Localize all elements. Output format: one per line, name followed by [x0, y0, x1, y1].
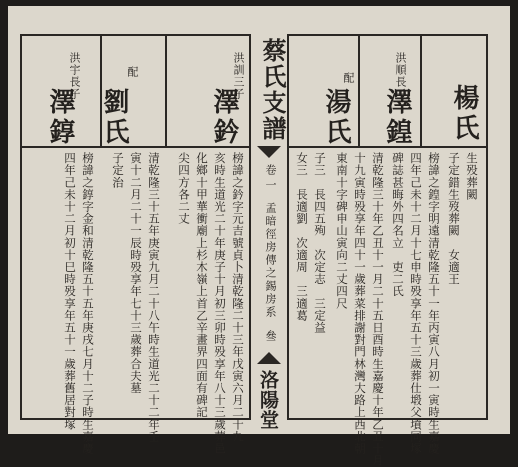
page-number: 叄 [264, 330, 277, 342]
col-r6: 清乾隆三十年乙丑十一月二十五日酉時生嘉慶十年乙丑十月 [371, 152, 385, 467]
rank-liu: 配 [126, 66, 139, 78]
name-zehuang: 澤鍠 [382, 88, 412, 148]
col-r10: 女三 長適劉 次適周 三適葛 [295, 152, 309, 322]
col-r2: 子定錯生歿葬闕 女適王 [447, 152, 461, 286]
col-r3: 榜諱之鍠字明遠清乾隆五十一年丙寅八月初一寅時生嘉慶 [427, 152, 441, 455]
name-yang: 楊氏 [449, 84, 479, 144]
name-tang: 湯氏 [321, 88, 351, 148]
header-sep-right2 [358, 34, 360, 146]
rank-zehuang: 洪順長子 [394, 52, 407, 100]
col-l4: 尖四方各二丈 [177, 152, 191, 225]
hall-name: 洛陽堂 [257, 370, 279, 430]
rank-zechun: 洪宇長子 [68, 52, 81, 100]
col-l8: 榜諱之錞字金和清乾隆五十五年庚戌七月十二子時生嘉慶 [81, 152, 95, 455]
rank-zeqian: 洪訓三子 [232, 52, 245, 100]
title: 蔡氏支譜 [258, 38, 287, 142]
col-l2: 亥時生道光二十年庚子十月初三卯時殁享年八十三歲葬邑 [213, 152, 227, 455]
name-zeqian: 澤鈐 [209, 88, 239, 148]
col-l5: 清乾隆三十五年庚寅九月二十八午時生道光二十二年壬 [147, 152, 161, 443]
col-r4: 四年己未十二月十七申時殁享年五十三歲葬仕塅父墳同塚 [409, 152, 423, 455]
lineage-label: 孟暗徑房傳之錫房系 [264, 202, 277, 319]
col-l3: 化鄉十甲華衝廟上杉木嶺上首乙辛畫界四面有碑記 [195, 152, 209, 419]
col-l1: 榜諱之鈐字元吉號貞卜清乾隆二十三年戊寅六月二十九 [231, 152, 245, 443]
volume-label: 卷一 [264, 164, 277, 194]
center-spine [249, 34, 289, 430]
col-r9: 子三 長四五殉 次定志 三定益 [313, 152, 327, 334]
rank-tang: 配 [342, 72, 355, 84]
name-liu: 劉氏 [99, 88, 129, 148]
col-l7: 子定治 [111, 152, 125, 189]
col-r1: 生殁葬闕 [465, 152, 479, 201]
col-l9: 四年己未十二月初十巳時殁享年五十一歲葬舊居對塚 [63, 152, 77, 431]
col-r5: 碑誌甚晦外四名立 吏二氏 [391, 152, 405, 298]
fishtail-bottom-icon [257, 352, 281, 364]
name-zechun: 澤錞 [45, 88, 75, 148]
col-r8: 東南十字碑申山寅向二丈四尺 [335, 152, 349, 310]
fishtail-top-icon [257, 146, 281, 158]
header-sep-left [165, 34, 167, 146]
col-l6: 寅十二月二十一辰時殁享年七十三歲葬合夫墓 [129, 152, 143, 394]
header-sep-right [420, 34, 422, 146]
col-r7: 十九寅時殁享年四十一歲葬菜排謝對門林灣大路上西北朝 [353, 152, 367, 455]
